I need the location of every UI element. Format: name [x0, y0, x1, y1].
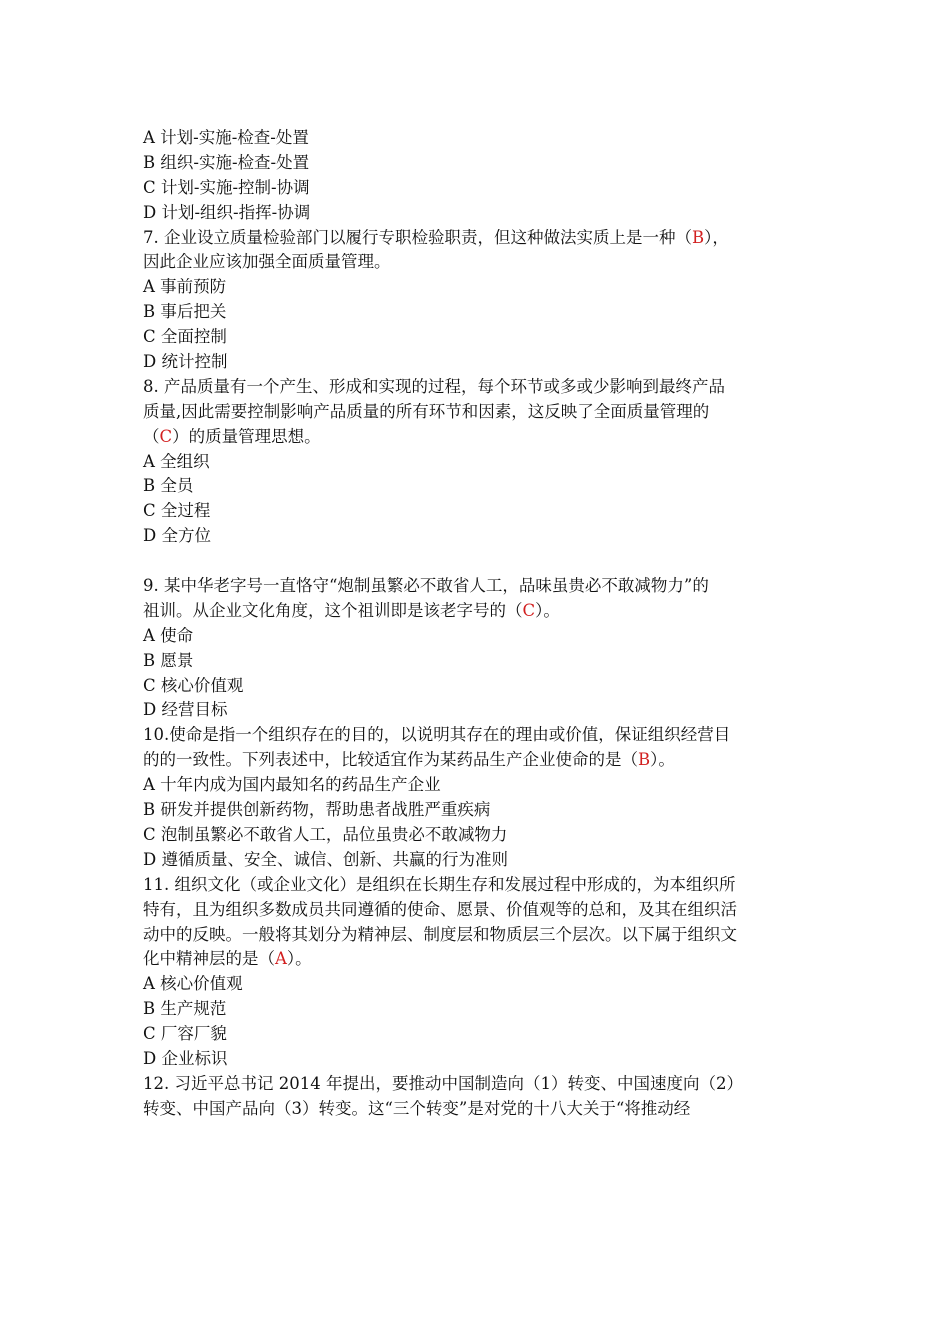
- q6-option-b: B 组织-实施-检查-处置: [143, 152, 310, 172]
- q8-option-c: C 全过程: [143, 501, 211, 521]
- q7-option-a: A 事前预防: [143, 277, 227, 297]
- q8-option-d: D 全方位: [143, 526, 211, 546]
- blank-line: [143, 549, 803, 574]
- q10-option-b: B 研发并提供创新药物，帮助患者战胜严重疾病: [143, 800, 491, 820]
- q8-option-a: A 全组织: [143, 451, 210, 471]
- q9-stem-line-2: [143, 599, 803, 624]
- q11-stem-line-2: 特有，且为组织多数成员共同遵循的使命、愿景、价值观等的总和，及其在组织活: [143, 899, 737, 919]
- q6-option-c: C 计划-实施-控制-协调: [143, 177, 310, 197]
- q11-option-d: D 企业标识: [143, 1048, 228, 1068]
- q9-answer: C: [522, 600, 536, 620]
- q6-option-a: A 计划-实施-检查-处置: [143, 128, 309, 147]
- q8-stem-text-end: ）的质量管理思想。: [172, 426, 321, 446]
- q11-stem-line-1: 11. 组织文化（或企业文化）是组织在长期生存和发展过程中形成的，为本组织所: [143, 874, 736, 894]
- question-list: [143, 126, 803, 1122]
- q7-option-c: C 全面控制: [143, 327, 227, 347]
- q7-stem-line-2: 因此企业应该加强全面质量管理。: [143, 252, 391, 272]
- q10-option-c: C 泡制虽繁必不敢省人工，品位虽贵必不敢减物力: [143, 824, 508, 844]
- q11-stem-line-4: [143, 947, 803, 972]
- q7-stem-line-1: [143, 226, 803, 251]
- q9-option-b: B 愿景: [143, 650, 194, 670]
- q6-option-d: D 计划-组织-指挥-协调: [143, 202, 311, 222]
- q11-answer: A: [275, 949, 287, 969]
- q8-option-b: B 全员: [143, 476, 194, 496]
- q11-option-c: C 厂容厂貌: [143, 1024, 227, 1044]
- q9-stem-text: 祖训。从企业文化角度，这个祖训即是该老字号的（: [143, 600, 523, 620]
- q8-stem-text: （: [143, 426, 160, 446]
- q9-option-a: A 使命: [143, 625, 194, 645]
- q11-stem-line-3: 动中的反映。一般将其划分为精神层、制度层和物质层三个层次。以下属于组织文: [143, 924, 737, 944]
- q10-stem-line-2: [143, 748, 803, 773]
- q7-answer: B: [692, 227, 705, 247]
- q12-stem-line-1: 12. 习近平总书记 2014 年提出，要推动中国制造向（1）转变、中国速度向（2）: [143, 1073, 743, 1093]
- q7-option-d: D 统计控制: [143, 352, 228, 372]
- q8-stem-line-2: 质量,因此需要控制影响产品质量的所有环节和因素，这反映了全面质量管理的: [143, 401, 710, 421]
- q9-option-c: C 核心价值观: [143, 675, 244, 695]
- q11-stem-text-end: ）。: [286, 949, 312, 969]
- q7-stem-text-end: ），: [704, 227, 729, 247]
- q7-stem-text: 7. 企业设立质量检验部门以履行专职检验职责，但这种做法实质上是一种（: [143, 227, 692, 247]
- q11-stem-text: 化中精神层的是（: [143, 949, 275, 969]
- q10-stem-line-1: 10.使命是指一个组织存在的目的，以说明其存在的理由或价值，保证组织经营目: [143, 725, 731, 745]
- q8-stem-line-1: 8. 产品质量有一个产生、形成和实现的过程，每个环节或多或少影响到最终产品: [143, 376, 725, 396]
- q12-stem-line-2: 转变、中国产品向（3）转变。这“三个转变”是对党的十八大关于“将推动经: [143, 1098, 691, 1118]
- q9-stem-line-1: 9. 某中华老字号一直恪守“炮制虽繁必不敢省人工，品味虽贵必不敢减物力”的: [143, 576, 709, 596]
- q10-stem-text-end: ）。: [650, 750, 675, 770]
- q9-stem-text-end: ）。: [535, 600, 560, 620]
- q7-option-b: B 事后把关: [143, 302, 227, 322]
- q10-option-a: A 十年内成为国内最知名的药品生产企业: [143, 775, 441, 795]
- q8-answer: C: [159, 426, 173, 446]
- q11-option-a: A 核心价值观: [143, 974, 243, 994]
- q11-option-b: B 生产规范: [143, 999, 227, 1019]
- q10-answer: B: [638, 750, 651, 770]
- q8-stem-line-3: [143, 425, 803, 450]
- q10-option-d: D 遵循质量、安全、诚信、创新、共赢的行为准则: [143, 849, 508, 869]
- q10-stem-text: 的的一致性。下列表述中，比较适宜作为某药品生产企业使命的是（: [143, 750, 638, 770]
- q9-option-d: D 经营目标: [143, 700, 228, 720]
